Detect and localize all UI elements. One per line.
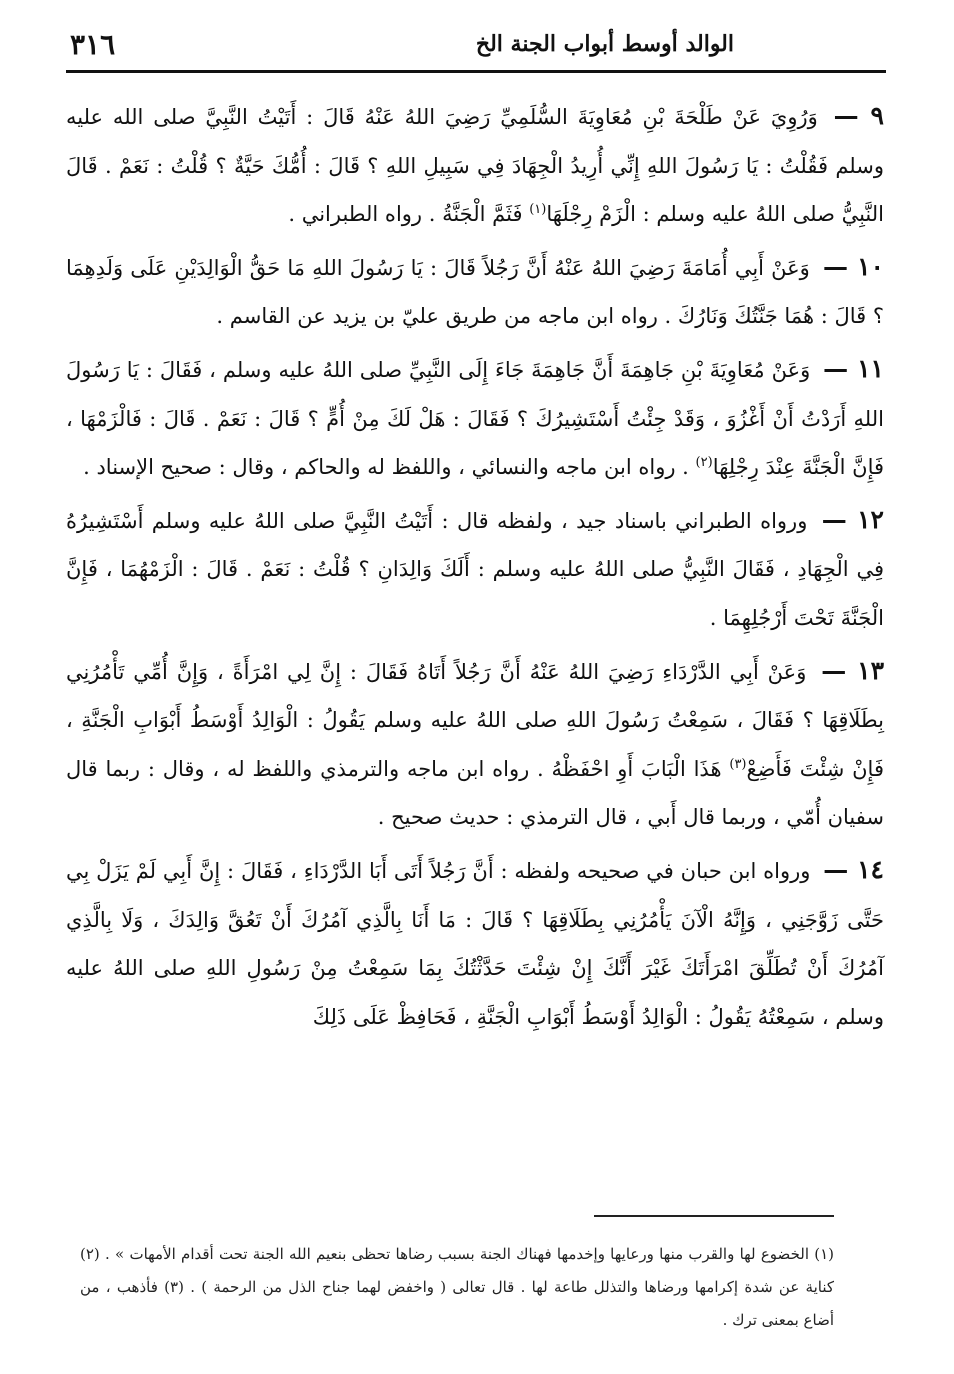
header-rule	[66, 70, 886, 73]
paragraph-text: وَعَنْ أَبِي أُمَامَةَ رَضِيَ اللهُ عَنْهُ أَنَّ رَجُلاً قَالَ : يَا رَسُولَ اللهِ مَا حَقُّ الْوَالِدَيْنِ عَلَى وَلَدِهِمَا ؟ قَالَ : هُمَا جَنَّتُكَ وَنَارُكَ . رواه ابن ماجه من طريق عليّ بن يزيد عن القاسم .	[66, 255, 884, 329]
paragraph-14	[66, 846, 884, 1041]
paragraph-text: وَرُوِيَ عَنْ طَلْحَةَ بْنِ مُعَاوِيَةَ السُّلَمِيِّ رَضِيَ اللهُ عَنْهُ قَالَ : أَتَيْتُ النَّبِيَّ صلى الله عليه وسلم فَقُلْتُ : يَا رَسُولَ اللهِ إِنِّي أُرِيدُ الْجِهَادَ فِي سَبِيلِ اللهِ ؟ قَالَ : أُمُّكَ حَيَّةٌ ؟ قُلْتُ : نَعَمْ . قَالَ النَّبِيُّ صلى اللهُ عليه وسلم : الْزَمْ رِجْلَهَا	[66, 105, 884, 227]
footnote-3: (٣) فأذهب ، من أضاع بمعنى ترك .	[80, 1278, 834, 1329]
footnote-rule	[594, 1215, 834, 1217]
page-header	[70, 22, 884, 66]
paragraph-number: ٩ —	[833, 101, 884, 130]
paragraph-text-after: فَثَمَّ الْجَنَّةُ . رواه الطبراني .	[288, 202, 523, 227]
running-title: الوالد أوسط أبواب الجنة الخ	[475, 31, 734, 57]
paragraph-text: ورواه ابن حبان في صحيحه ولفظه : أَنَّ رَجُلاً أَتَى أَبَا الدَّرْدَاءِ ، فَقَالَ : إِنَّ أَبِي لَمْ يَزَلْ بِي حَتَّى زَوَّجَنِي ، وَإِنَّهُ الْآنَ يَأْمُرُنِي بِطَلَاقِهَا ؟ قَالَ : مَا أَنَا بِالَّذِي آمُرُكَ أَنْ تَعُقَّ وَالِدَكَ ، وَلَا بِالَّذِي آمُرُكَ أَنْ تُطَلِّقَ امْرَأَتَكَ غَيْرَ أَنَّكَ إِنْ شِئْتَ حَدَّثْتُكَ بِمَا سَمِعْتُ مِنْ رَسُولِ اللهِ صلى اللهُ عليه وسلم ، سَمِعْتُهُ يَقُولُ : الْوَالِدُ أَوْسَطُ أَبْوَابِ الْجَنَّةِ ، فَحَافِظْ عَلَى ذَلِكَ	[66, 858, 884, 1029]
paragraph-number: ١٢ —	[821, 504, 884, 534]
paragraph-number: ١١ —	[823, 353, 884, 383]
footnote-2: (٢) كناية عن شدة إكرامها ورضاها والتذلل طاعة لها . قال تعالى ( واخفض لهما جناح الذل من الرحمة ) .	[80, 1245, 834, 1296]
paragraph-11	[66, 345, 884, 492]
paragraph-text-after: هَذَا الْبَابَ أَوِ احْفَظْهُ . رواه ابن ماجه والترمذي واللفظ له ، وقال : ربما قال سفيان أُمّي ، وربما قال أَبي ، قال الترمذي : حديث صحيح .	[66, 756, 884, 830]
paragraph-number: ١٠ —	[822, 251, 884, 281]
paragraph-text: ورواه الطبراني باسناد جيد ، ولفظه قال : أَتَيْتُ النَّبِيَّ صلى اللهُ عليه وسلم أَسْتَشِيرُهُ فِي الْجِهَادِ ، فَقَالَ النَّبِيُّ صلى اللهُ عليه وسلم : أَلَكَ وَالِدَانِ ؟ قُلْتُ : نَعَمْ . قَالَ : الْزَمْهُمَا ، فَإِنَّ الْجَنَّةَ تَحْتَ أَرْجُلِهِمَا .	[66, 508, 885, 630]
paragraph-text: وَعَنْ مُعَاوِيَةَ بْنِ جَاهِمَةَ أَنَّ جَاهِمَةَ جَاءَ إِلَى النَّبِيِّ صلى اللهُ عليه وسلم ، فَقَالَ : يَا رَسُولَ اللهِ أَرَدْتُ أَنْ أَغْزُوَ ، وَقَدْ جِئْتُ أَسْتَشِيرُكَ ؟ فَقَالَ : هَلْ لَكَ مِنْ أُمٍّ ؟ قَالَ : نَعَمْ . قَالَ : فَالْزَمْهَا ، فَإِنَّ الْجَنَّةَ عِنْدَ رِجْلِهَا	[66, 357, 884, 480]
footnote-ref-1: (١)	[529, 202, 547, 218]
footnote-ref-3: (٣)	[729, 756, 747, 772]
paragraph-text: وَعَنْ أَبِي الدَّرْدَاءِ رَضِيَ اللهُ عَنْهُ أَنَّ رَجُلاً أَتَاهُ فَقَالَ : إِنَّ لِي امْرَأَةً ، وَإِنَّ أُمِّي تَأْمُرُنِي بِطَلَاقِهَا ؟ فَقَالَ ، سَمِعْتُ رَسُولَ اللهِ صلى اللهُ عليه وسلم يَقُولُ : الْوَالِدُ أَوْسَطُ أَبْوَابِ الْجَنَّةِ ، فَإِنْ شِئْتَ فَأَضِعْ	[66, 659, 884, 781]
paragraph-text-after: . رواه ابن ماجه والنسائي ، واللفظ له والحاكم ، وقال : صحيح الإسناد .	[83, 455, 689, 480]
paragraph-13	[66, 647, 884, 842]
paragraph-12	[66, 496, 884, 643]
paragraph-number: ١٣ —	[821, 655, 884, 685]
paragraph-9	[66, 92, 884, 239]
page-number: ٣١٦	[70, 27, 116, 61]
main-text	[66, 92, 884, 1041]
footnote-ref-2: (٢)	[695, 455, 713, 471]
paragraph-number: ١٤ —	[823, 854, 884, 884]
paragraph-10	[66, 243, 884, 341]
footnote-1: (١) الخضوع لها والقرب منها ورعايها وإخدمها فهناك الجنة بسبب رضاها تحظى بنعيم الله الجنة تحت أقدام الأمهات » .	[105, 1245, 834, 1263]
footnotes	[80, 1238, 834, 1337]
